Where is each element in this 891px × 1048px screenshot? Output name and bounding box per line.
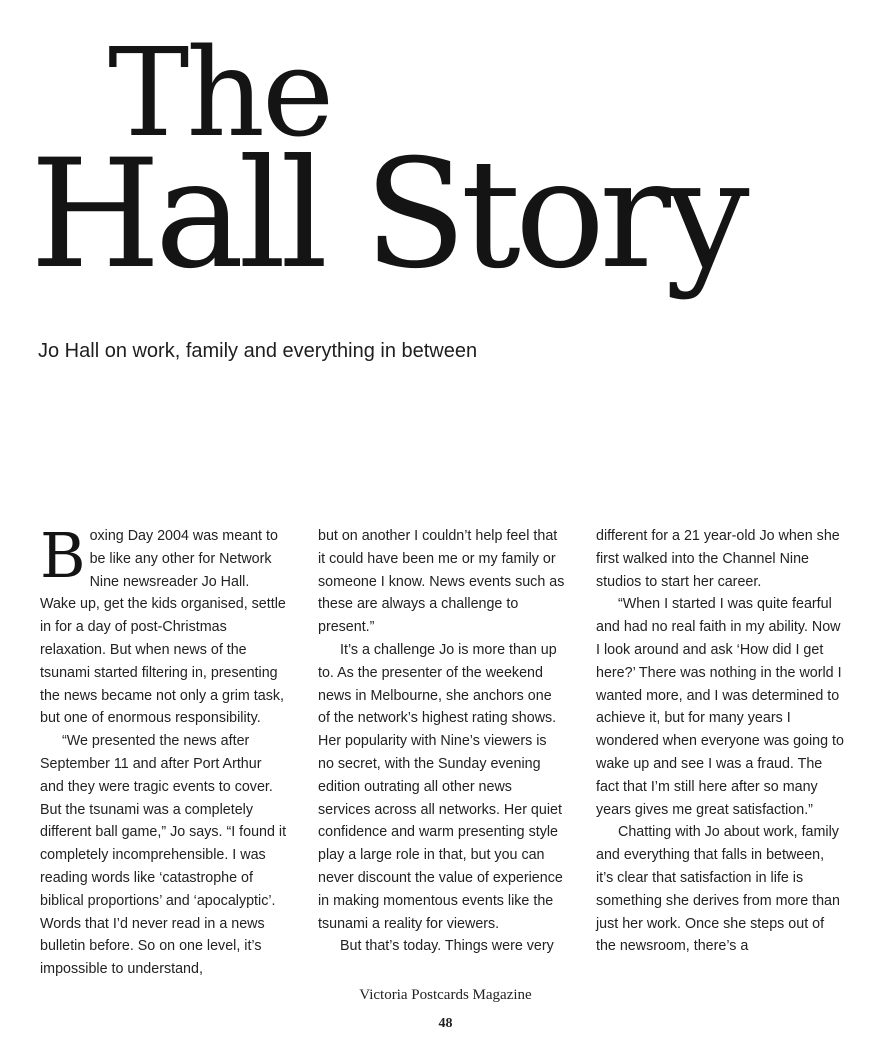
page-number: 48 (438, 1016, 453, 1031)
paragraph: different for a 21 year-old Jo when she first walked into the Channel Nine studios to start her career. (596, 528, 840, 590)
paragraph: but on another I couldn’t help feel that it could have been me or my family or someone I know. News events such as these are always a challenge to present.” (318, 528, 565, 636)
paragraph: “When I started I was quite fearful and had no real faith in my ability. Now I look around and ask ‘How did I get here?’ There was nothing in the world I wanted more, and I was determined to achieve it, but for many years I wondered when everyone was going to wake up and see I was a fraud. The fact that I’m still here after so many years gives me great satisfaction.” (596, 596, 844, 818)
paragraph: “We presented the news after September 11 and after Port Arthur and they were tragic events to cover. But the tsunami was a completely different ball game,” Jo says. “I found it completely incomprehensible. I was reading words like ‘catastrophe of biblical proportions’ and ‘apocalyptic’. Words that I’d never read in a news bulletin before. So on one level, it’s impossible to understand, (40, 733, 287, 978)
title-line-the: The (108, 22, 332, 164)
paragraph: Chatting with Jo about work, family and everything that falls in between, it’s clear that satisfaction in life is something she derives from more than just her work. Once she steps out of the newsroom, there’s a (596, 824, 840, 955)
article-column-3 (596, 525, 844, 958)
drop-cap: B (40, 519, 86, 592)
footer-magazine-name: Victoria Postcards Magazine (359, 987, 532, 1003)
paragraph (40, 519, 288, 730)
paragraph-text: oxing Day 2004 was meant to be like any other for Network Nine newsreader Jo Hall. Wake up, get the kids organised, settle in for a day of post-Christmas relaxation. But when news of the tsunami started filtering in, presenting the news became not only a grim task, but one of enormous responsibility. (40, 528, 286, 727)
paragraph: But that’s today. Things were very (340, 938, 554, 955)
article-column-1 (40, 519, 288, 981)
paragraph: It’s a challenge Jo is more than up to. As the presenter of the weekend news in Melbourne, she anchors one of the network’s highest rating shows. Her popularity with Nine’s viewers is no secret, with the Sunday evening edition outrating all other news services across all networks. Her quiet confidence and warm presenting style play a large role in that, but you can never discount the value of experience in making momentous events like the tsunami a reality for viewers. (318, 641, 563, 932)
subtitle: Jo Hall on work, family and everything in between (38, 340, 478, 362)
title-line-hall-story: Hall Story (30, 128, 744, 302)
article-column-2 (318, 525, 566, 958)
